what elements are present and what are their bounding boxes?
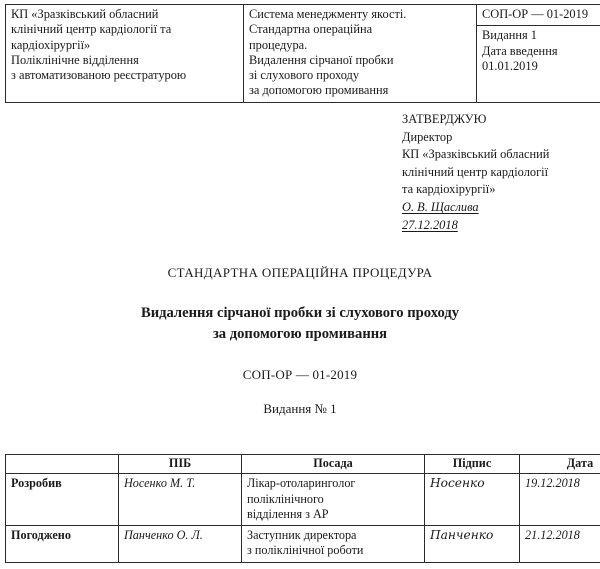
row-position-line-2: з поліклінічної роботи [247, 543, 364, 558]
document-kind-label: СТАНДАРТНА ОПЕРАЦІЙНА ПРОЦЕДУРА [167, 265, 433, 280]
approval-date: 27.12.2018 [402, 217, 458, 232]
signature-table [5, 454, 600, 563]
column-header-role [6, 455, 119, 474]
subject-line-5: зі слухового проходу [249, 68, 360, 82]
organization-line-5: з автоматизованою реєстратурою [11, 68, 187, 82]
organization-line-3: кардіохірургії» [11, 37, 91, 52]
subject-cell [244, 5, 477, 103]
signature-table-body [6, 474, 600, 562]
identification-code-row [477, 5, 600, 26]
title-document-code: СОП-ОР — 01-2019 [242, 367, 358, 383]
approval-heading: ЗАТВЕРДЖУЮ [402, 112, 487, 126]
subject-line-4: Видалення сірчаної пробки [249, 52, 394, 67]
effective-date-label: Дата введення [482, 43, 558, 58]
edition-number: Видання 1 [482, 28, 537, 43]
table-row [6, 474, 600, 526]
organization-line-4: Поліклінічне відділення [11, 52, 139, 67]
organization-cell [6, 5, 244, 103]
row-date: 21.12.2018 [520, 526, 600, 563]
identification-meta-cell [477, 26, 600, 77]
row-position-line-2: поліклінічного [247, 491, 324, 506]
approver-organization-line-2: клінічний центр кардіології [402, 164, 549, 179]
row-name: Носенко М. Т. [119, 474, 242, 526]
subject-line-3: процедура. [249, 37, 308, 52]
row-position-line-1: Лікар-отоларинголог [247, 476, 356, 491]
row-position-line-3: відділення з АР [247, 506, 329, 521]
identification-subtable [477, 5, 600, 77]
row-position-line-1: Заступник директора [247, 528, 357, 542]
document-code: СОП-ОР — 01-2019 [477, 5, 600, 26]
subject-line-2: Стандартна операційна [249, 22, 373, 37]
column-header-name: ПІБ [119, 455, 242, 474]
approver-organization-line-1: КП «Зразківський обласний [402, 147, 550, 162]
column-header-signature: Підпис [425, 455, 520, 474]
approver-name-row [402, 199, 598, 217]
organization-line-2: клінічний центр кардіології та [11, 22, 172, 37]
row-position [242, 474, 425, 526]
identification-meta-row [477, 26, 600, 77]
approver-position: Директор [402, 129, 453, 144]
approver-organization-line-3: та кардіохірургії» [402, 182, 496, 197]
column-header-position: Посада [242, 455, 425, 474]
column-header-date: Дата [520, 455, 600, 474]
organization-line-1: КП «Зразківський обласний [11, 7, 159, 21]
page-title-line-2: за допомогою промивання [212, 326, 388, 343]
subject-line-1: Система менеджменту якості. [249, 7, 407, 21]
signature-table-header-row [6, 455, 600, 474]
identification-cell [477, 5, 600, 103]
approval-date-row [402, 217, 598, 235]
row-role: Розробив [6, 474, 119, 526]
row-role: Погоджено [6, 526, 119, 563]
effective-date-value: 01.01.2019 [482, 58, 538, 73]
page-title-line-1: Видалення сірчаної пробки зі слухового проходу [140, 305, 460, 321]
signature-table-head [6, 455, 600, 474]
row-name: Панченко О. Л. [119, 526, 242, 563]
header-table-row [6, 5, 600, 103]
title-edition: Видання № 1 [263, 401, 337, 417]
approver-name: О. В. Щаслива [402, 200, 479, 215]
row-position [242, 526, 425, 563]
subject-line-6: за допомогою промивання [249, 83, 389, 98]
approval-block [402, 111, 598, 234]
row-signature: Носенко [425, 474, 520, 526]
document-header-table [5, 4, 600, 103]
row-signature: Панченко [425, 526, 520, 563]
row-date: 19.12.2018 [520, 474, 600, 526]
page-title [65, 303, 535, 345]
title-block [0, 265, 600, 417]
table-row [6, 526, 600, 563]
